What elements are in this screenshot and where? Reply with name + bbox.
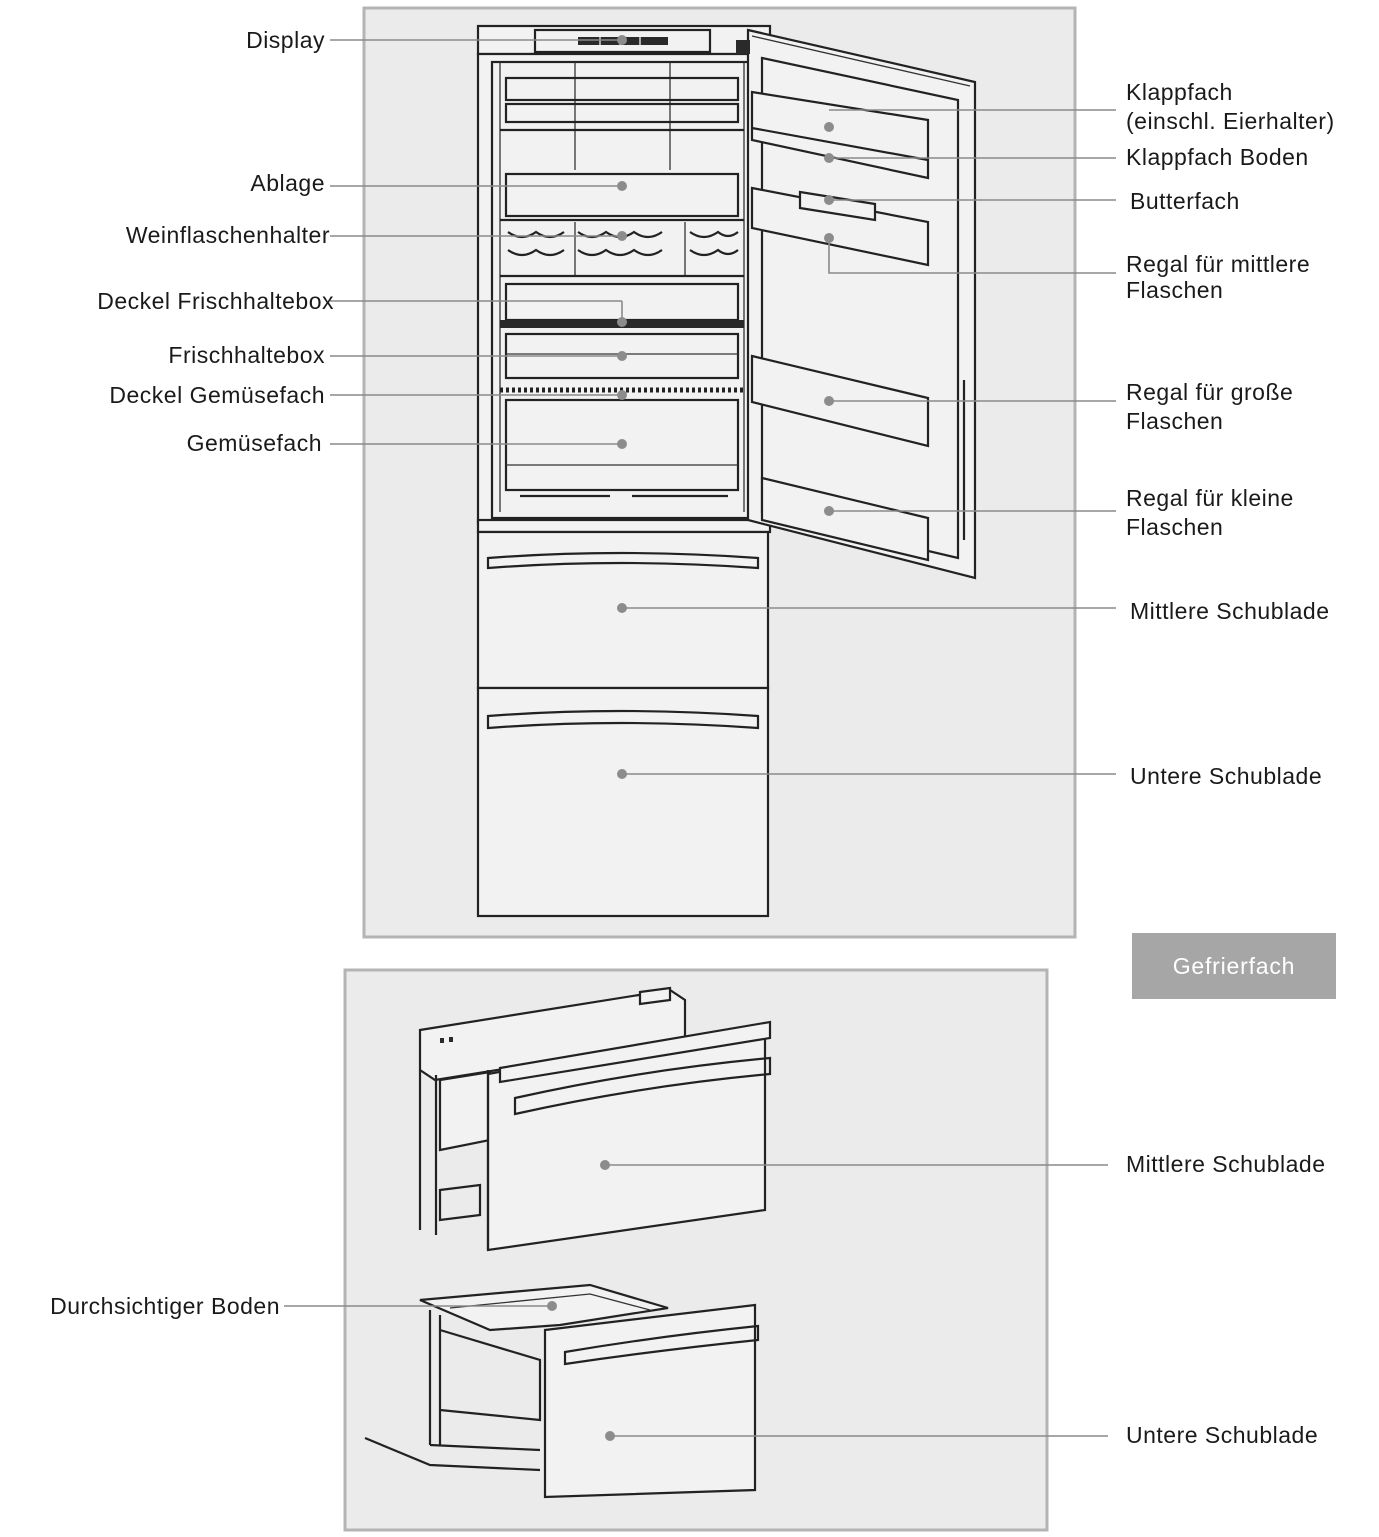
- label-ablage: Ablage: [250, 170, 325, 196]
- badge-text: Gefrierfach: [1172, 953, 1296, 979]
- fridge-right-labels: [1126, 79, 1335, 789]
- label-deckel-gemuesefach: Deckel Gemüsefach: [109, 382, 325, 408]
- label-display: Display: [246, 27, 325, 53]
- label-regal-grosse-flaschen: Flaschen: [1126, 408, 1224, 434]
- label-frischhaltebox: Frischhaltebox: [168, 342, 325, 368]
- label-gemuesefach: Gemüsefach: [186, 430, 322, 456]
- label-mittlere-schublade: Mittlere Schublade: [1130, 598, 1330, 624]
- label-weinflaschenhalter: Weinflaschenhalter: [125, 222, 330, 248]
- label-regal-kleine: Regal für kleine: [1126, 485, 1294, 511]
- fridge-left-labels: [97, 27, 334, 456]
- label-freezer-mittlere-schublade: Mittlere Schublade: [1126, 1151, 1326, 1177]
- label-deckel-frischhaltebox: Deckel Frischhaltebox: [97, 288, 334, 314]
- label-klappfach: Klappfach: [1126, 79, 1233, 105]
- label-freezer-untere-schublade: Untere Schublade: [1126, 1422, 1319, 1448]
- label-regal-mittlere-flaschen: Flaschen: [1126, 277, 1224, 303]
- freezer-badge: [1132, 933, 1336, 999]
- label-klappfach-boden: Klappfach Boden: [1126, 144, 1309, 170]
- label-regal-mittlere: Regal für mittlere: [1126, 251, 1311, 277]
- label-regal-kleine-flaschen: Flaschen: [1126, 514, 1224, 540]
- label-untere-schublade: Untere Schublade: [1130, 763, 1323, 789]
- label-klappfach-eierhalter: (einschl. Eierhalter): [1126, 108, 1335, 134]
- label-durchsichtiger-boden: Durchsichtiger Boden: [50, 1293, 280, 1319]
- label-butterfach: Butterfach: [1130, 188, 1240, 214]
- label-regal-grosse: Regal für große: [1126, 379, 1294, 405]
